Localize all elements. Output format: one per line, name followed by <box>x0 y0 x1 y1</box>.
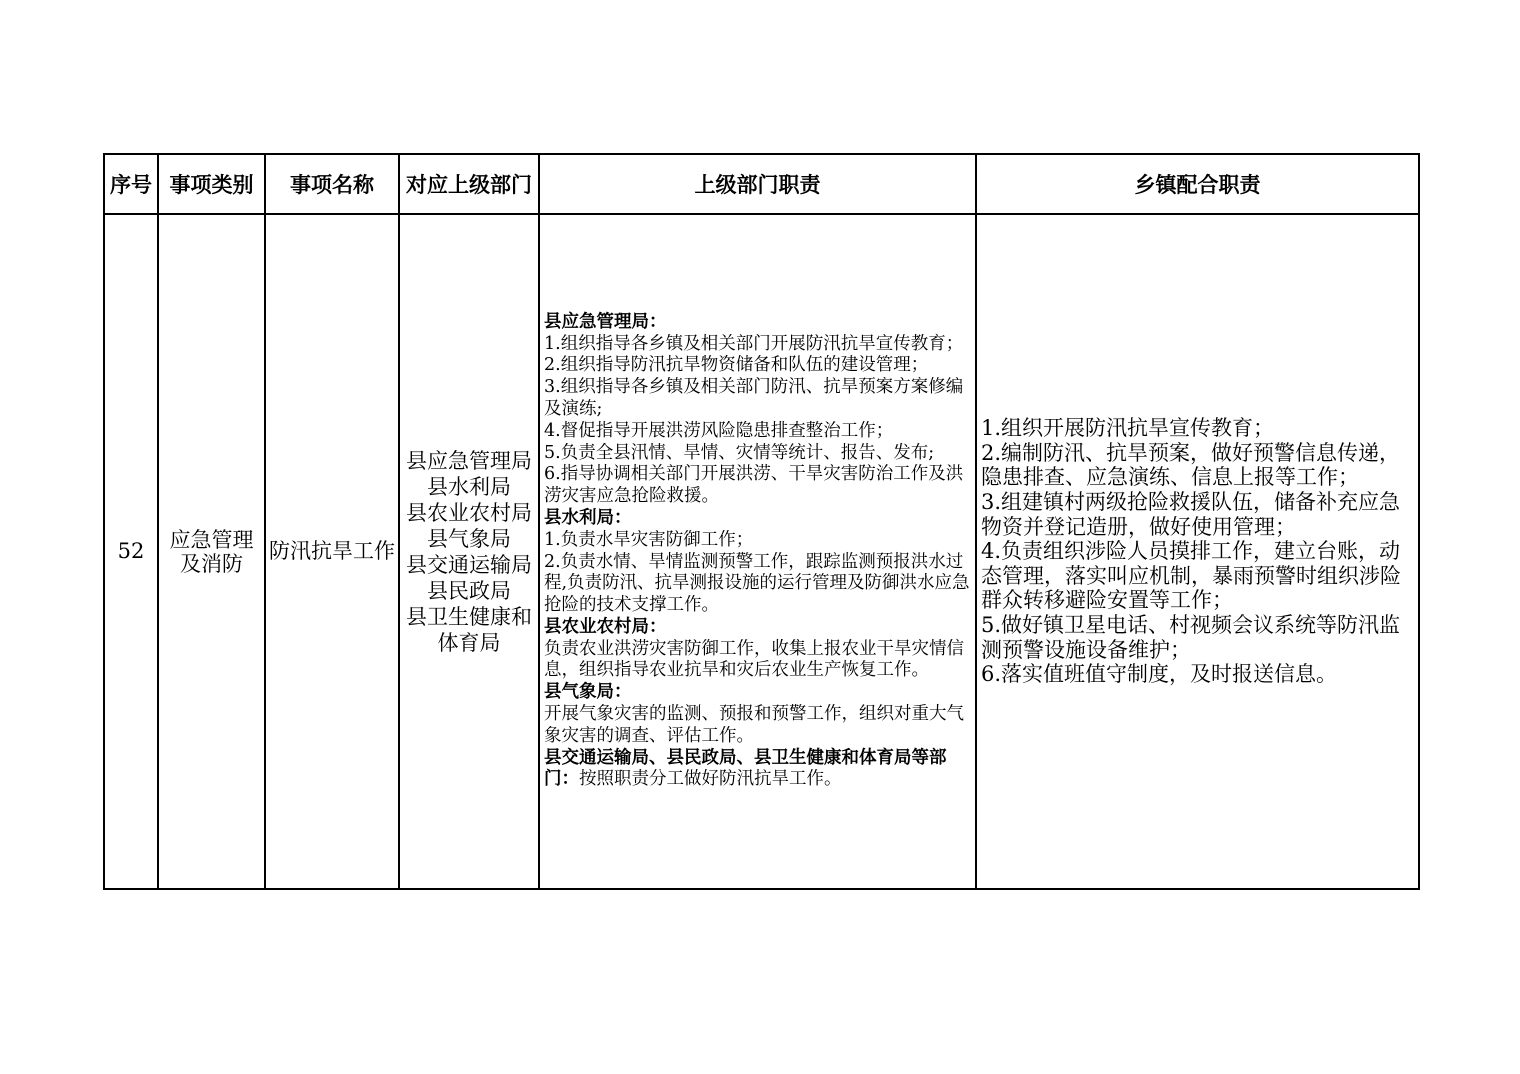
item-name-cell: 防汛抗旱工作 <box>265 214 399 889</box>
department-item: 县农业农村局 <box>406 500 532 525</box>
header-row <box>104 154 1419 214</box>
department-item: 县交通运输局 <box>406 552 532 577</box>
township-duty-line: 1.组织开展防汛抗旱宣传教育； <box>981 416 1275 441</box>
duty-section-title: 县气象局： <box>544 682 632 703</box>
duty-section-title: 县农业农村局： <box>544 616 667 637</box>
department-item: 县民政局 <box>427 578 511 603</box>
township-duties-text <box>981 416 1414 687</box>
superior-duty-line <box>544 508 971 530</box>
department-item: 县气象局 <box>427 526 511 551</box>
superior-duties-cell <box>539 214 976 889</box>
department-list <box>402 448 536 656</box>
township-duty-line: 2.编制防汛、抗旱预案，做好预警信息传递，隐患排查、应急演练、信息上报等工作； <box>981 440 1401 490</box>
category-cell: 应急管理及消防 <box>158 214 265 889</box>
duty-section-title: 县应急管理局： <box>544 311 667 332</box>
superior-duty-line <box>544 617 971 639</box>
township-duty-line: 4.负责组织涉险人员摸排工作，建立台账，动态管理，落实叫应机制，暴雨预警时组织涉险群众转移避险安置等工作； <box>981 539 1401 613</box>
department-item: 县水利局 <box>427 474 511 499</box>
superior-duties-text <box>544 312 971 792</box>
duty-text: 开展气象灾害的监测、预报和预警工作，组织对重大气象灾害的调查、评估工作。 <box>544 704 964 746</box>
department-item: 县卫生健康和体育局 <box>406 604 532 655</box>
duty-text: 按照职责分工做好防汛抗旱工作。 <box>579 769 842 790</box>
duty-text: 3.组织指导各乡镇及相关部门防汛、抗旱预案方案修编及演练; <box>544 377 964 419</box>
superior-duty-line <box>544 464 971 508</box>
superior-duty-line <box>544 355 971 377</box>
responsibility-table <box>103 153 1420 890</box>
col-header-township-duties: 乡镇配合职责 <box>976 154 1419 214</box>
duty-text: 6.指导协调相关部门开展洪涝、干旱灾害防治工作及洪涝灾害应急抢险救援。 <box>544 464 964 507</box>
township-duty-line: 5.做好镇卫星电话、村视频会议系统等防汛监测预警设施设备维护； <box>981 612 1401 662</box>
col-header-superior-departments: 对应上级部门 <box>399 154 539 214</box>
col-header-item-name: 事项名称 <box>265 154 399 214</box>
duty-text: 5.负责全县汛情、旱情、灾情等统计、报告、发布; <box>544 442 935 463</box>
superior-duty-line <box>544 682 971 704</box>
seq-cell: 52 <box>104 214 158 889</box>
duty-text: 1.负责水旱灾害防御工作； <box>544 529 754 550</box>
superior-duty-line <box>544 443 971 465</box>
table-row <box>104 214 1419 889</box>
col-header-category: 事项类别 <box>158 154 265 214</box>
township-duty-line: 6.落实值班值守制度，及时报送信息。 <box>981 662 1338 687</box>
duty-text: 2.组织指导防汛抗旱物资储备和队伍的建设管理； <box>544 355 929 376</box>
superior-duty-line <box>544 552 971 617</box>
department-item: 县应急管理局 <box>406 448 532 473</box>
col-header-superior-duties: 上级部门职责 <box>539 154 976 214</box>
departments-cell <box>399 214 539 889</box>
superior-duty-line <box>544 421 971 443</box>
superior-duty-line <box>544 639 971 683</box>
col-header-seq: 序号 <box>104 154 158 214</box>
superior-duty-line <box>544 704 971 748</box>
duty-text: 负责农业洪涝灾害防御工作，收集上报农业干旱灾情信息，组织指导农业抗旱和灾后农业生产恢复工作。 <box>544 638 964 681</box>
duty-section-title: 县交通运输局、县民政局、县卫生健康和体育局等部门： <box>544 747 947 790</box>
duty-text: 4.督促指导开展洪涝风险隐患排查整治工作； <box>544 420 894 441</box>
duty-text: 1.组织指导各乡镇及相关部门开展防汛抗旱宣传教育； <box>544 333 964 354</box>
superior-duty-line <box>544 312 971 334</box>
duty-text: 2.负责水情、旱情监测预警工作，跟踪监测预报洪水过程,负责防汛、抗旱测报设施的运行管理及防御洪水应急抢险的技术支撑工作。 <box>544 551 970 616</box>
superior-duty-line <box>544 334 971 356</box>
superior-duty-line <box>544 530 971 552</box>
superior-duty-line <box>544 748 971 792</box>
township-duties-cell <box>976 214 1419 889</box>
superior-duty-line <box>544 377 971 421</box>
duty-section-title: 县水利局： <box>544 507 632 528</box>
township-duty-line: 3.组建镇村两级抢险救援队伍，储备补充应急物资并登记造册，做好使用管理； <box>981 490 1401 539</box>
